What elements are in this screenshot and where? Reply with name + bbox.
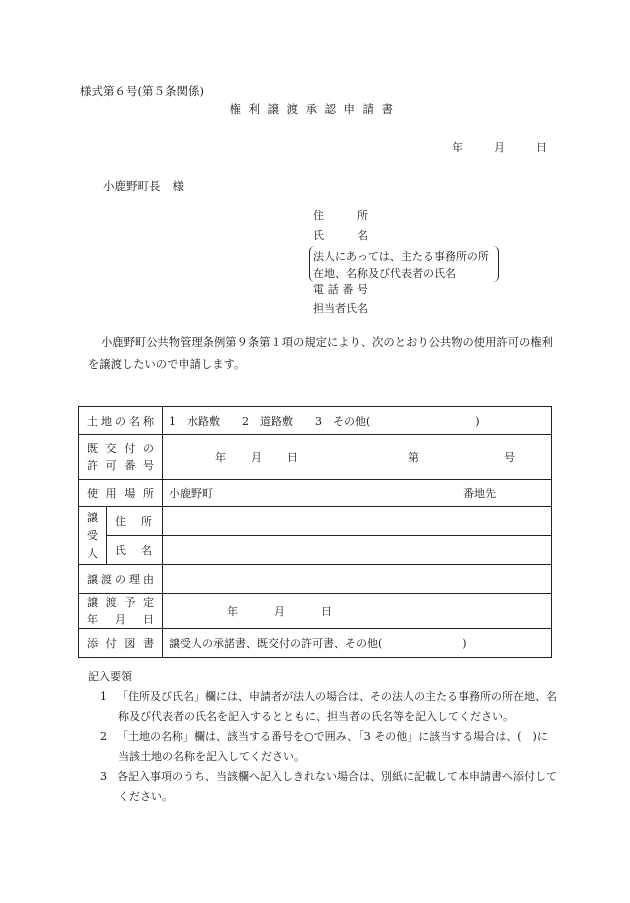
corporate-note — [313, 248, 489, 282]
date-day: 日 — [536, 141, 547, 154]
attachments-label: 添付図書 — [79, 629, 163, 658]
row-location — [79, 480, 552, 507]
schedule-label-line-2: 年月日 — [87, 613, 154, 626]
addressee — [103, 178, 184, 194]
schedule-label-line-1: 譲渡予定 — [87, 596, 154, 609]
assignee-address-label: 住所 — [107, 507, 163, 536]
row-assignee-name — [79, 536, 552, 565]
addressee-honorific: 様 — [172, 179, 184, 193]
land-option-2[interactable]: 2 道路敷 — [242, 414, 293, 428]
permit-day: 日 — [287, 451, 298, 464]
assignee-address-value[interactable] — [163, 507, 552, 536]
assignee-label — [79, 507, 107, 565]
permit-year: 年 — [215, 451, 226, 464]
permit-dai: 第 — [408, 451, 419, 464]
location-value[interactable] — [163, 480, 552, 507]
permit-value[interactable] — [163, 435, 552, 480]
land-options — [163, 407, 552, 435]
notes — [88, 668, 558, 807]
date-month: 月 — [494, 141, 505, 154]
corporate-note-line-2: 在地、名称及び代表者の氏名 — [313, 267, 456, 280]
attachments-close: ) — [462, 637, 467, 650]
reason-value[interactable] — [163, 565, 552, 594]
page-title: 権利譲渡承認申請書 — [229, 102, 401, 116]
date-line — [452, 139, 547, 155]
row-land-name — [79, 407, 552, 435]
applicant-contact-label: 担当者氏名 — [313, 302, 368, 315]
notes-heading: 記入要領 — [88, 670, 132, 683]
assignee-label-text: 譲受人 — [87, 510, 98, 560]
note-number: 2 — [100, 730, 107, 743]
note-number: 3 — [100, 770, 107, 783]
schedule-day: 日 — [321, 605, 332, 618]
addressee-name: 小鹿野町長 — [103, 179, 161, 193]
land-name-label: 土地の名称 — [79, 407, 163, 435]
land-option-close: ) — [475, 414, 480, 428]
schedule-year: 年 — [227, 605, 238, 618]
permit-month: 月 — [251, 451, 262, 464]
date-year: 年 — [452, 141, 463, 154]
note-text: 「住所及び氏名」欄には、申請者が法人の場合は、その法人の主たる事務所の所在地、名称及び代表者の氏名を記入するとともに、担当者の氏名等を記入してください。 — [117, 690, 557, 723]
row-assignee-address — [79, 507, 552, 536]
row-reason — [79, 565, 552, 594]
applicant-address-label: 住所 — [313, 209, 368, 222]
form-number: 様式第６号(第５条関係) — [80, 84, 204, 98]
schedule-value[interactable] — [163, 594, 552, 629]
attachments-value[interactable] — [163, 629, 552, 658]
assignee-name-value[interactable] — [163, 536, 552, 565]
note-text: 「土地の名称」欄は、該当する番号を○で囲み、「3 その他」に該当する場合は、( )に当該土地の名称を記入してください。 — [117, 730, 548, 763]
note-item — [88, 687, 558, 727]
applicant-name-label: 氏名 — [313, 229, 368, 242]
note-item — [88, 727, 558, 767]
land-option-3[interactable]: 3 その他( — [315, 414, 371, 428]
note-text: 各記入事項のうち、当該欄へ記入しきれない場合は、別紙に記載して本申請書へ添付してください。 — [117, 770, 557, 803]
body-text: 小鹿野町公共物管理条例第９条第１項の規定により、次のとおり公共物の使用許可の権利を譲渡したいので申請します。 — [88, 336, 553, 371]
assignee-name-label: 氏名 — [107, 536, 163, 565]
permit-label-line-2: 許可番号 — [87, 459, 154, 472]
location-label: 使用場所 — [79, 480, 163, 507]
location-town: 小鹿野町 — [169, 487, 213, 500]
attachments-text: 譲受人の承諾書、既交付の許可書、その他( — [169, 637, 383, 650]
applicant-phone-label: 電話番号 — [313, 283, 368, 296]
note-item — [88, 767, 558, 807]
location-suffix: 番地先 — [463, 487, 496, 500]
land-option-1[interactable]: 1 水路敷 — [169, 414, 220, 428]
schedule-label — [79, 594, 163, 629]
permit-label — [79, 435, 163, 480]
row-attachments — [79, 629, 552, 658]
corporate-note-line-1: 法人にあっては、主たる事務所の所 — [313, 250, 489, 263]
row-schedule — [79, 594, 552, 629]
permit-go: 号 — [504, 451, 515, 464]
permit-label-line-1: 既交付の — [87, 442, 154, 455]
row-permit-number — [79, 435, 552, 480]
schedule-month: 月 — [274, 605, 285, 618]
note-number: 1 — [100, 690, 107, 703]
reason-label: 譲渡の理由 — [79, 565, 163, 594]
application-table — [78, 406, 552, 658]
